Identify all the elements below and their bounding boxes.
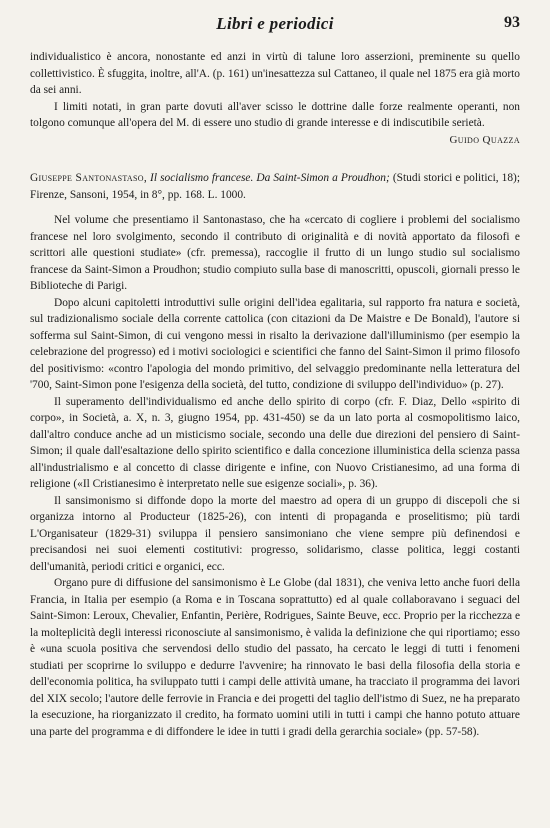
- running-title: Libri e periodici: [216, 14, 334, 33]
- review-body: [30, 212, 520, 740]
- paragraph: individualistico è ancora, nonostante ed anzi in virtù di talune loro asserzioni, preminente su quello collettivistico. È sfuggita, inoltre, all'A. (p. 161) un'inesattezza sul Cattaneo, il quale nel 1875 era già morto da sei anni.: [30, 51, 520, 96]
- paragraph: Il sansimonismo si diffonde dopo la morte del maestro ad opera di un gruppo di discepoli che si organizza intorno al Producteur (1825-26), con intenti di propaganda e proselitismo; più tardi L'Organisateur (1829-31) sviluppa il pensiero sansimoniano che viene sempre più definendosi e precisandosi nei suoi elementi costitutivi: progresso, solidarismo, classe politica, leggi costanti dell'umanità, periodi critici e organici, ecc.: [30, 494, 520, 573]
- paragraph: I limiti notati, in gran parte dovuti all'aver scisso le dottrine dalle forze realmente operanti, non tolgono comunque all'opera del M. di essere uno studio di grande interesse e di indiscutibile serietà.: [30, 100, 520, 129]
- signature: Guido Quazza: [449, 133, 520, 146]
- previous-review-ending: [30, 49, 520, 148]
- page-number: 93: [504, 14, 520, 31]
- review-author: Giuseppe Santonastaso,: [30, 172, 147, 184]
- paragraph: Organo pure di diffusione del sansimonismo è Le Globe (dal 1831), che veniva letto anche fuori della Francia, in Italia per esempio (a Roma e in Toscana soprattutto) ed al quale collaboravano i seguaci del Saint-Simon: Leroux, Chevalier, Enfantin, Perière, Rodrigues, Sainte Beuve, ecc. Proprio per la ricchezza e la molteplicità degli interessi riconosciute al sansimonismo, è valida la definizione che qui riportiamo; esso è «una scuola positiva che servendosi dello studio del passato, ha cercato le leggi di tutti i fenomeni studiati per scoprirne lo sviluppo e dedurre l'avvenire; ha rinnovato le basi della filosofia della storia e dell'economia politica, ha sviluppato tutti i campi delle attività umane, ha tracciato il programma dei lavori del XIX secolo; l'autore delle ferrovie in Francia e dei progetti del taglio dell'istmo di Suez, ne ha preparato la esecuzione, ha riorganizzato il credito, ha formato uomini utili in tutti i campi che hanno potuto attuare una parte del programma e di diffondere le idee in tutti i gradi della gerarchia sociale» (pp. 57-58).: [30, 577, 520, 738]
- paragraph: Nel volume che presentiamo il Santonastaso, che ha «cercato di cogliere i problemi del socialismo francese nel loro svolgimento, secondo il contributo di originalità e di novità apportato da filosofi e scrittori alle questioni studiate» (cfr. premessa), raccoglie il frutto di un lungo studio sul socialismo francese da Saint-Simon a Proudhon; studio compiuto sulla base di manoscritti, opuscoli, giornali presso le Biblioteche di Parigi.: [30, 214, 520, 292]
- review-citation: (Studi storici e politici, 18); Firenze, Sansoni, 1954, in 8°, pp. 168. L. 1000.: [30, 172, 520, 201]
- review-heading: [30, 170, 520, 203]
- paragraph: Dopo alcuni capitoletti introduttivi sulle origini dell'idea egalitaria, sul rapporto fra natura e società, sul tradizionalismo sociale della corrente cattolica (con citazioni da De Maistre e De Bonald), l'autore si sofferma sul Saint-Simon, di cui vengono messi in risalto la derivazione dall'illuminismo (per esempio la celebrazione del progresso) ed i motivi sociologici e scientifici che fanno del Saint-Simon il primo filosofo del positivismo: «contro l'apologia del mondo primitivo, del selvaggio predominante nella letteratura del '700, Saint-Simon pone l'esigenza della società, del tutto, condizione di sviluppo dell'individuo» (p. 27).: [30, 296, 520, 391]
- paragraph: Il superamento dell'individualismo ed anche dello spirito di corpo (cfr. F. Diaz, Dello «spirito di corpo», in Società, a. X, n. 3, giugno 1954, pp. 431-450) se da un lato porta al cosmopolitismo laico, dall'altro conduce anche ad un misticismo sociale, secondo una delle due direzioni del pensiero di Saint-Simon; il quale dall'esaltazione dello spirito scientifico e dalla concezione illuministica della scienza passa all'industrialismo e al concetto di classe dirigente e infine, con Nuovo Cristianesimo, ad una forma di religione («Il Cristianesimo è interpretato nelle sue esigenze sociali», p. 36).: [30, 395, 520, 490]
- review-title: Il socialismo francese. Da Saint-Simon a Proudhon;: [150, 172, 390, 184]
- page-header: [0, 14, 550, 38]
